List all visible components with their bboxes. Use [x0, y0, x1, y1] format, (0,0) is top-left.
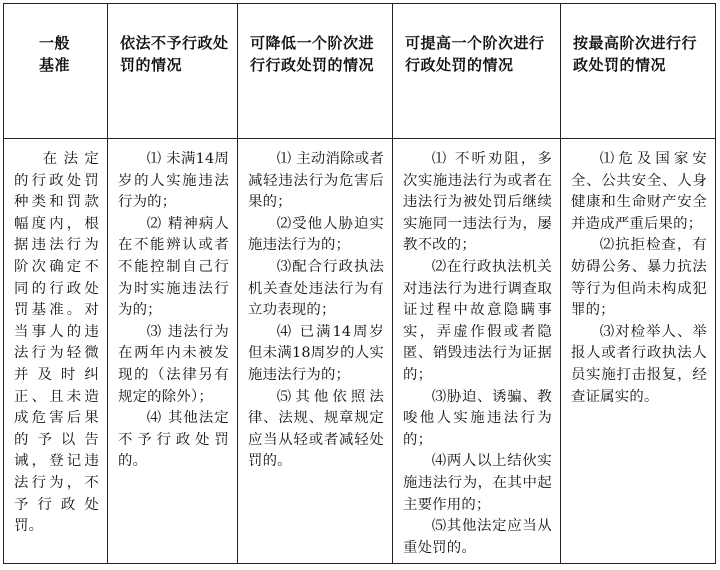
cell-not-punish — [108, 139, 238, 564]
header-general-standard: 一般 基准 — [4, 4, 108, 139]
lower-level-item: ⑵受他人胁迫实施违法行为的； — [248, 215, 384, 254]
cell-general-standard — [4, 139, 108, 564]
header-not-punish: 依法不予行政处罚的情况 — [108, 4, 238, 139]
not-punish-item: ⑶ 违法行为在两年内未被发现的（法律另有规定的除外）； — [118, 323, 229, 405]
lower-level-item: ⑷ 已满14周岁但未满18周岁的人实施违法行为的； — [248, 323, 384, 383]
highest-level-item: ⑶对检举人、举报人或者行政执法人员实施打击报复，经查证属实的。 — [571, 323, 707, 405]
header-highest-level: 按最高阶次进行行政处罚的情况 — [561, 4, 716, 139]
higher-level-item: ⑸其他法定应当从重处罚的。 — [403, 518, 552, 556]
lower-level-item: ⑶配合行政执法机关查处违法行为有立功表现的； — [248, 258, 384, 319]
header-row — [4, 4, 716, 139]
not-punish-item: ⑷ 其他法定不予行政处罚的。 — [118, 410, 229, 470]
higher-level-item: ⑴ 不听劝阻，多次实施违法行为或者在违法行为被处罚后继续实施同一违法行为，屡教不改的； — [403, 151, 552, 254]
higher-level-item: ⑵在行政执法机关对违法行为进行调查取证过程中故意隐瞒事实，弄虚作假或者隐匿、销毁违法行为证据的； — [403, 258, 552, 383]
penalty-standard-table — [3, 3, 716, 564]
header-lower-level: 可降低一个阶次进行行政处罚的情况 — [238, 4, 393, 139]
not-punish-item: ⑵ 精神病人在不能辨认或者不能控制自己行为时实施违法行为的； — [118, 215, 229, 319]
lower-level-item: ⑸其他依照法律、法规、规章规定应当从轻或者减轻处罚的。 — [248, 388, 384, 470]
higher-level-item: ⑶胁迫、诱骗、教唆他人实施违法行为的； — [403, 388, 552, 448]
higher-level-item: ⑷两人以上结伙实施违法行为，在其中起主要作用的； — [403, 453, 552, 513]
lower-level-item: ⑴ 主动消除或者减轻违法行为危害后果的； — [248, 151, 384, 211]
cell-lower-level — [238, 139, 393, 564]
body-row — [4, 139, 716, 564]
cell-highest-level — [561, 139, 716, 564]
highest-level-item: ⑵抗拒检查，有妨碍公务、暴力抗法等行为但尚未构成犯罪的； — [571, 237, 707, 319]
not-punish-item: ⑴ 未满14周岁的人实施违法行为的； — [118, 151, 229, 211]
header-higher-level: 可提高一个阶次进行行政处罚的情况 — [393, 4, 561, 139]
general-standard-text: 在法定的行政处罚种类和罚款幅度内，根据违法行为阶次确定不同的行政处罚基准。对当事人的违法行为轻微并及时纠正、且未造成危害后果的予以告诫，登记违法行为，不予行政处罚。 — [14, 151, 99, 535]
highest-level-item: ⑴危及国家安全、公共安全、人身健康和生命财产安全并造成严重后果的； — [571, 151, 707, 232]
cell-higher-level — [393, 139, 561, 564]
